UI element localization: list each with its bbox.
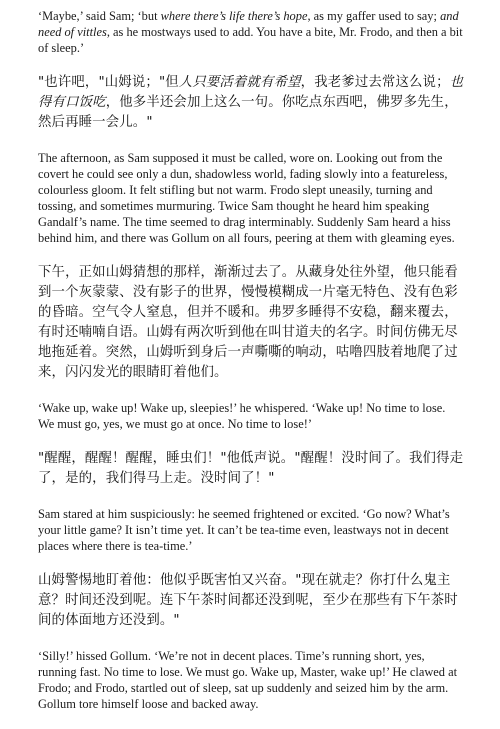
document-page xyxy=(38,8,464,729)
paragraph-zh-1: "也许吧，"山姆说；"但人只要活着就有希望，我老爹过去常这么说；也得有口饭吃，他多半还会加上这么一句。你吃点东西吧，佛罗多先生，然后再睡一会儿。" xyxy=(38,75,464,130)
paragraph-zh-2: 下午，正如山姆猜想的那样，渐渐过去了。从藏身处往外望，他只能看到一个灰蒙蒙、没有影子的世界，慢慢模糊成一片毫无特色、没有色彩的昏暗。空气令人窒息，但并不暖和。弗罗多睡得不安稳，翻来覆去，有时还喃喃自语。山姆有两次听到他在叫甘道夫的名字。时间仿佛无尽地拖延着。突然，山姆听到身后一声嘶嘶的响动，咕噜四肢着地爬了过来，闪闪发光的眼睛盯着他们。 xyxy=(38,265,458,380)
paragraph-en-4: Sam stared at him suspiciously: he seemed frightened or excited. ‘Go now? What’s your little game? It isn’t time yet. It can’t be tea-time even, leastways not in decent places where there is tea-time.’ xyxy=(38,507,450,553)
paragraph-en-1: ‘Maybe,’ said Sam; ‘but where there’s life there’s hope, as my gaffer used to say; and need of vittles, as he mostways used to add. You have a bite, Mr. Frodo, and then a bit of sleep.’ xyxy=(38,9,463,55)
paragraph-en-3: ‘Wake up, wake up! Wake up, sleepies!’ he whispered. ‘Wake up! No time to lose. We must go, yes, we must go at once. No time to lose!’ xyxy=(38,401,446,431)
paragraph-en-5: ‘Silly!’ hissed Gollum. ‘We’re not in decent places. Time’s running short, yes, running fast. No time to lose. We must go. Wake up, Master, wake up!’ He clawed at Frodo; and Frodo, startled out of sleep, sat up suddenly and seized him by the arm. Gollum tore himself loose and backed away. xyxy=(38,649,458,711)
paragraph-zh-3: "醒醒，醒醒！醒醒，睡虫们！"他低声说。"醒醒！没时间了。我们得走了，是的，我们得马上走。没时间了！" xyxy=(38,451,464,486)
paragraph-zh-4: 山姆警惕地盯着他：他似乎既害怕又兴奋。"现在就走？你打什么鬼主意？时间还没到呢。连下午茶时间都还没到呢，至少在那些有下午茶时间的体面地方还没到。" xyxy=(38,573,458,628)
paragraph-en-2: The afternoon, as Sam supposed it must be called, wore on. Looking out from the covert he could see only a dun, shadowless world, fading slowly into a featureless, colourless gloom. It felt stifling but not warm. Frodo slept uneasily, turning and tossing, and sometimes murmuring. Twice Sam thought he heard him speaking Gandalf’s name. The time seemed to drag interminably. Suddenly Sam heard a hiss behind him, and there was Gollum on all fours, peering at them with gleaming eyes. xyxy=(38,151,455,245)
